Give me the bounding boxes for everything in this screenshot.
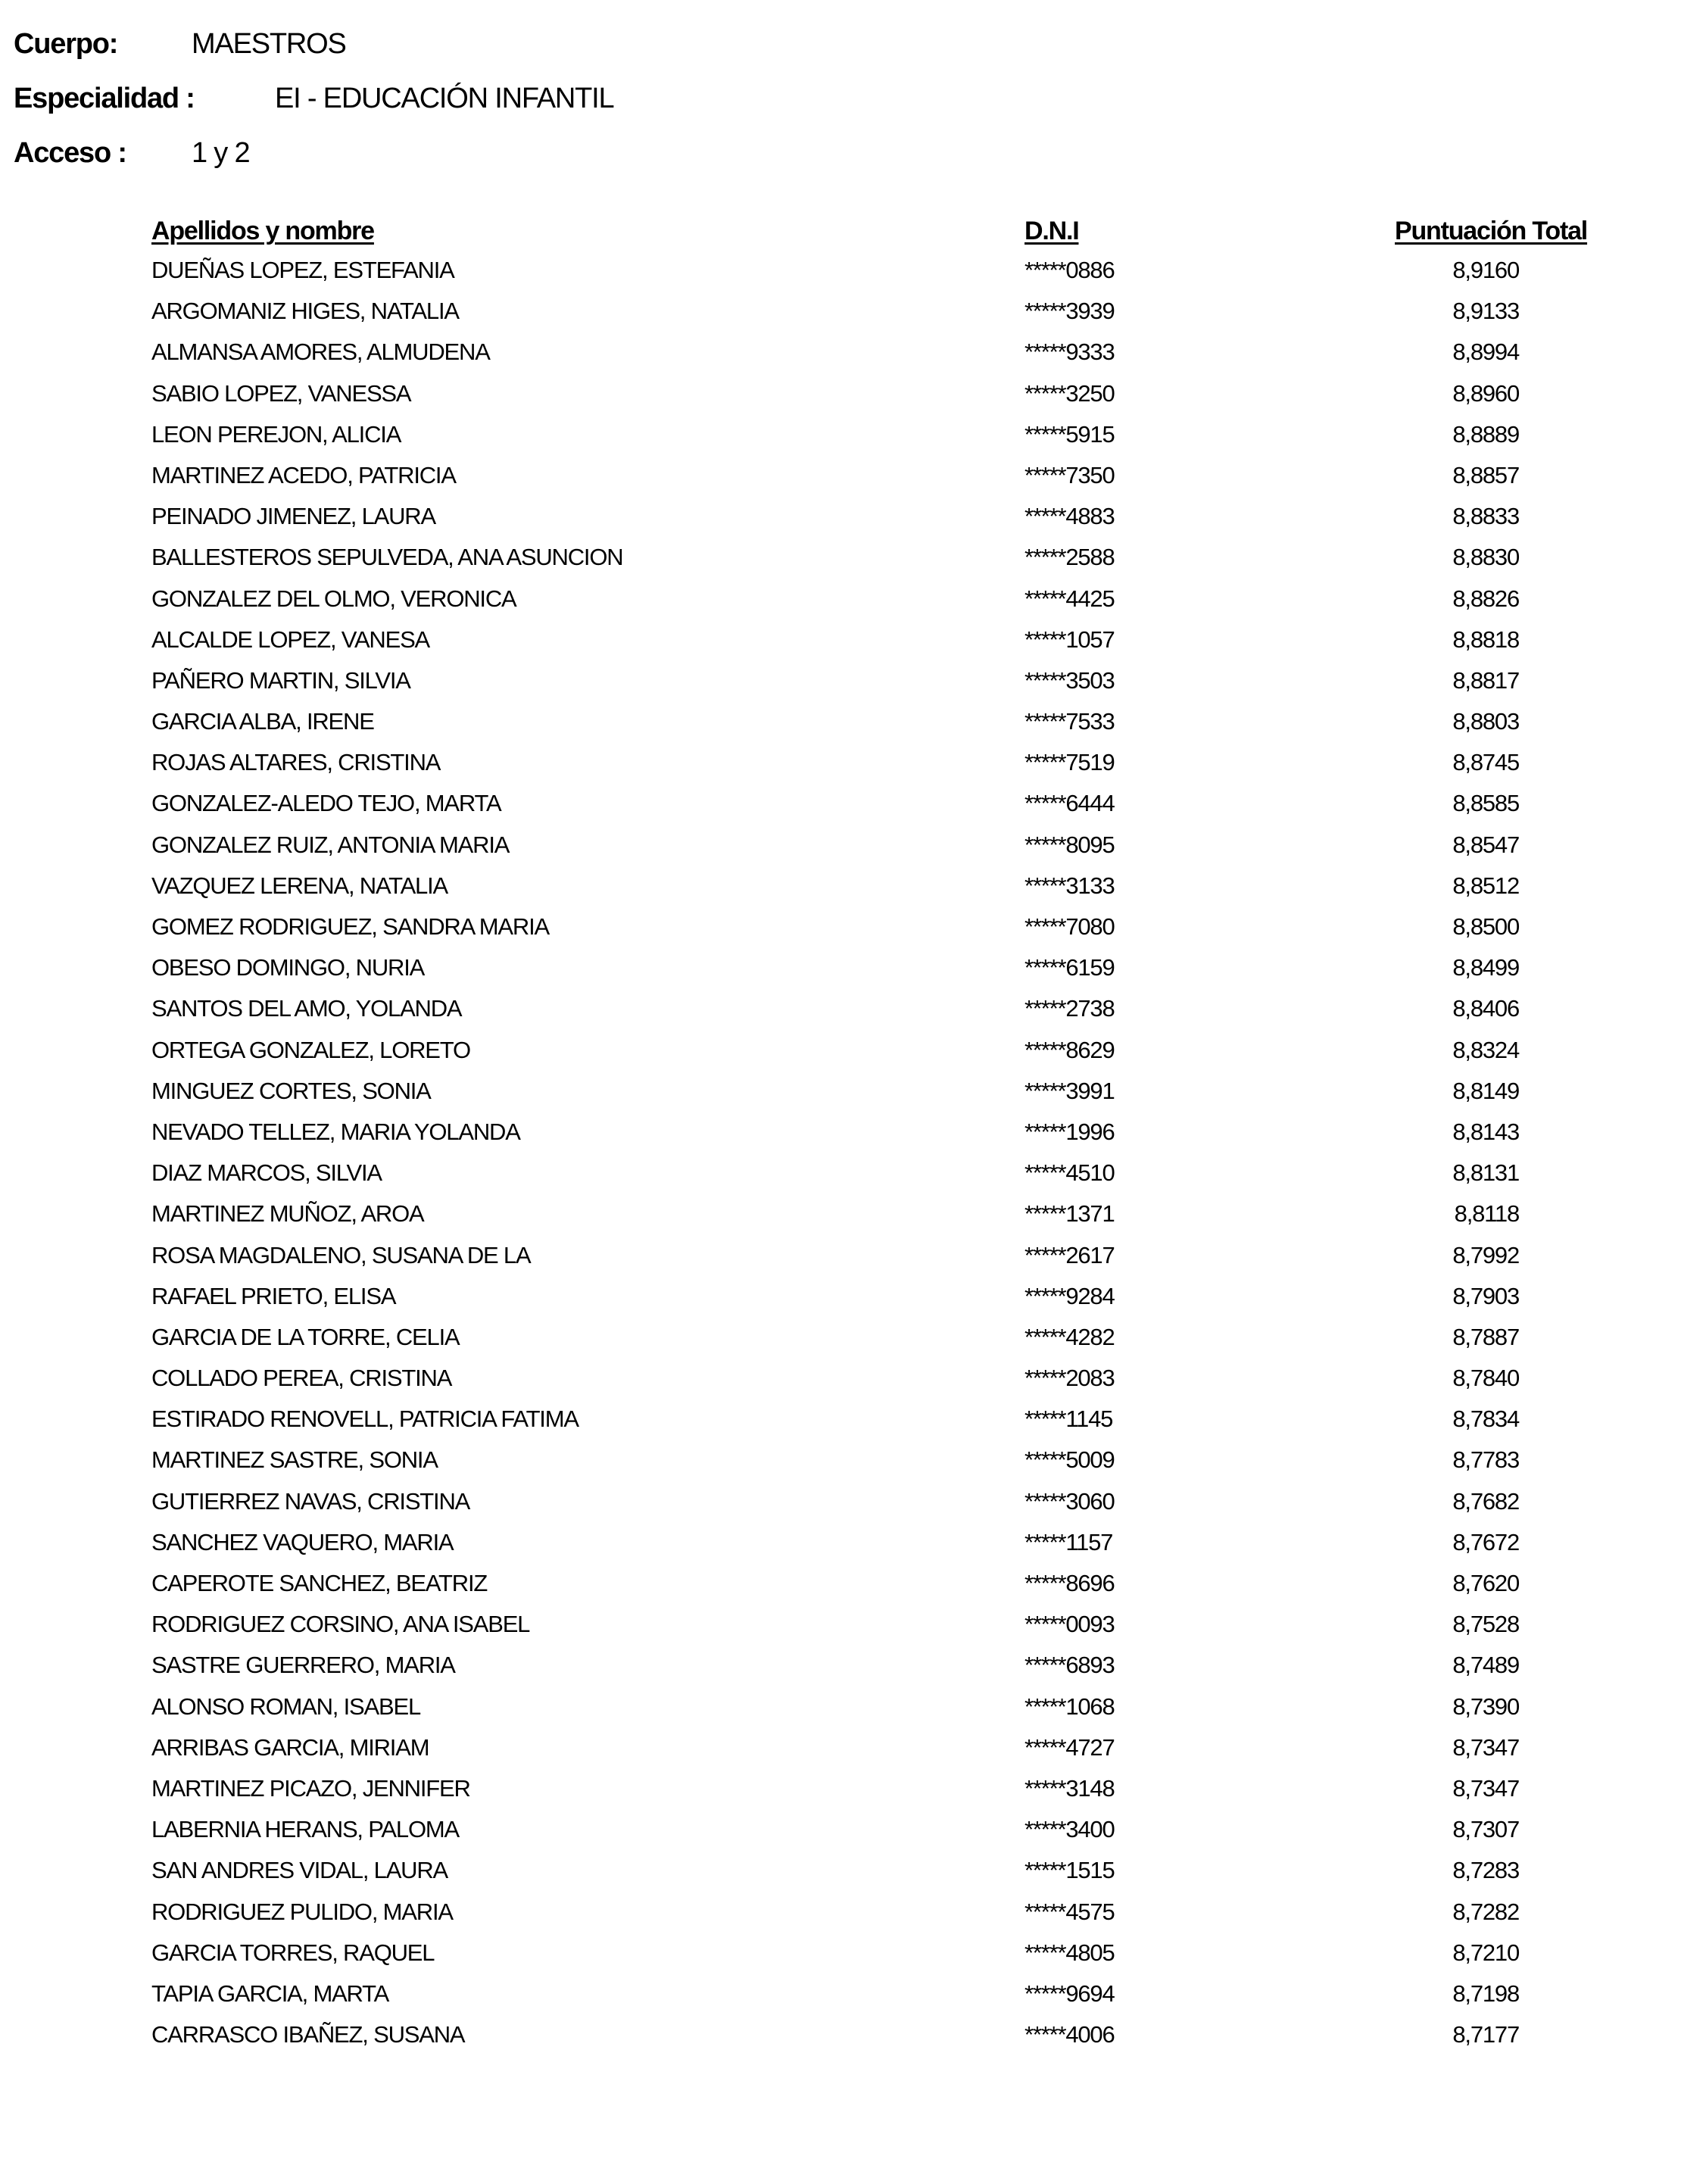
candidate-score: 8,7198 <box>1452 1980 1519 2007</box>
candidate-score: 8,8512 <box>1452 872 1519 899</box>
candidate-dni: *****9284 <box>1025 1282 1115 1309</box>
candidate-name: GONZALEZ DEL OLMO, VERONICA <box>151 585 516 612</box>
candidate-score: 8,7620 <box>1452 1570 1519 1596</box>
candidate-dni: *****3991 <box>1025 1077 1115 1104</box>
candidate-name: LABERNIA HERANS, PALOMA <box>151 1816 459 1843</box>
candidate-name: ORTEGA GONZALEZ, LORETO <box>151 1036 470 1063</box>
table-row <box>0 1816 1681 1857</box>
table-row <box>0 380 1681 421</box>
candidate-dni: *****1145 <box>1025 1406 1113 1433</box>
table-row <box>0 1570 1681 1611</box>
table-row <box>0 1242 1681 1283</box>
candidate-score: 8,8803 <box>1452 708 1519 735</box>
table-row <box>0 1078 1681 1119</box>
column-header-score: Puntuación Total <box>1395 217 1588 245</box>
table-row <box>0 1119 1681 1159</box>
table-row <box>0 1488 1681 1529</box>
candidate-dni: *****2588 <box>1025 544 1115 571</box>
candidate-score: 8,7282 <box>1452 1898 1519 1925</box>
candidate-score: 8,7307 <box>1452 1816 1519 1843</box>
candidate-name: BALLESTEROS SEPULVEDA, ANA ASUNCION <box>151 544 623 571</box>
table-row <box>0 1406 1681 1446</box>
candidate-name: GARCIA TORRES, RAQUEL <box>151 1939 435 1966</box>
table-row <box>0 1775 1681 1816</box>
table-row <box>0 708 1681 749</box>
table-row <box>0 831 1681 872</box>
candidate-score: 8,7840 <box>1452 1365 1519 1392</box>
candidate-score: 8,8324 <box>1452 1036 1519 1063</box>
candidate-dni: *****3400 <box>1025 1816 1115 1843</box>
cuerpo-label: Cuerpo: <box>14 28 118 60</box>
candidate-dni: *****1515 <box>1025 1857 1115 1884</box>
table-row <box>0 1693 1681 1734</box>
candidate-dni: *****7533 <box>1025 708 1115 735</box>
candidate-name: ARGOMANIZ HIGES, NATALIA <box>151 298 459 325</box>
table-row <box>0 1939 1681 1980</box>
candidate-name: SANCHEZ VAQUERO, MARIA <box>151 1528 454 1555</box>
candidate-dni: *****9333 <box>1025 339 1115 366</box>
candidate-name: MARTINEZ MUÑOZ, AROA <box>151 1200 424 1228</box>
candidate-name: RAFAEL PRIETO, ELISA <box>151 1282 396 1309</box>
candidate-dni: *****7350 <box>1025 461 1115 488</box>
candidate-score: 8,8118 <box>1454 1200 1519 1228</box>
candidate-dni: *****2617 <box>1025 1241 1115 1268</box>
candidate-score: 8,8857 <box>1452 461 1519 488</box>
candidate-name: GARCIA ALBA, IRENE <box>151 708 374 735</box>
table-row <box>0 1652 1681 1693</box>
acceso-value: 1 y 2 <box>192 137 250 169</box>
candidate-dni: *****1996 <box>1025 1118 1115 1145</box>
candidate-dni: *****3939 <box>1025 298 1115 325</box>
candidate-name: ROSA MAGDALENO, SUSANA DE LA <box>151 1241 531 1268</box>
candidate-score: 8,8547 <box>1452 831 1519 858</box>
table-row <box>0 667 1681 708</box>
candidate-score: 8,8994 <box>1452 339 1519 366</box>
candidate-dni: *****3250 <box>1025 379 1115 407</box>
candidate-score: 8,7682 <box>1452 1487 1519 1515</box>
candidate-name: ALONSO ROMAN, ISABEL <box>151 1693 420 1720</box>
table-row <box>0 790 1681 831</box>
table-row <box>0 1037 1681 1078</box>
candidate-dni: *****4575 <box>1025 1898 1115 1925</box>
table-row <box>0 544 1681 585</box>
table-row <box>0 1159 1681 1200</box>
candidate-score: 8,7489 <box>1452 1652 1519 1679</box>
candidate-score: 8,7347 <box>1452 1733 1519 1761</box>
candidate-dni: *****6444 <box>1025 790 1115 817</box>
table-row <box>0 1611 1681 1652</box>
candidate-name: RODRIGUEZ CORSINO, ANA ISABEL <box>151 1611 530 1638</box>
table-row <box>0 1899 1681 1939</box>
candidate-name: MARTINEZ SASTRE, SONIA <box>151 1446 438 1474</box>
candidate-name: GONZALEZ-ALEDO TEJO, MARTA <box>151 790 501 817</box>
candidate-name: SASTRE GUERRERO, MARIA <box>151 1652 455 1679</box>
table-row <box>0 339 1681 379</box>
candidate-dni: *****4805 <box>1025 1939 1115 1966</box>
table-row <box>0 1365 1681 1406</box>
candidate-dni: *****8095 <box>1025 831 1115 858</box>
candidate-dni: *****3503 <box>1025 666 1115 694</box>
candidate-score: 8,7177 <box>1452 2021 1519 2048</box>
candidate-score: 8,7783 <box>1452 1446 1519 1474</box>
candidate-score: 8,7347 <box>1452 1774 1519 1802</box>
candidate-name: CARRASCO IBAÑEZ, SUSANA <box>151 2021 465 2048</box>
table-row <box>0 749 1681 790</box>
candidate-score: 8,9160 <box>1452 257 1519 283</box>
table-row <box>0 1980 1681 2021</box>
candidate-score: 8,9133 <box>1452 298 1519 325</box>
candidate-dni: *****1371 <box>1025 1200 1115 1228</box>
candidate-dni: *****8629 <box>1025 1036 1115 1063</box>
candidate-dni: *****4883 <box>1025 503 1115 530</box>
candidate-name: ALMANSA AMORES, ALMUDENA <box>151 339 490 366</box>
candidate-name: NEVADO TELLEZ, MARIA YOLANDA <box>151 1118 520 1145</box>
table-row <box>0 1283 1681 1324</box>
candidate-name: RODRIGUEZ PULIDO, MARIA <box>151 1898 453 1925</box>
candidate-dni: *****4425 <box>1025 585 1115 612</box>
candidate-dni: *****0886 <box>1025 257 1115 283</box>
candidate-dni: *****3133 <box>1025 872 1115 899</box>
candidate-name: PAÑERO MARTIN, SILVIA <box>151 666 410 694</box>
candidate-dni: *****1057 <box>1025 626 1115 653</box>
candidate-score: 8,8826 <box>1452 585 1519 612</box>
candidate-dni: *****1068 <box>1025 1693 1115 1720</box>
table-row <box>0 872 1681 913</box>
candidate-score: 8,7672 <box>1452 1528 1519 1555</box>
candidate-score: 8,8131 <box>1452 1159 1519 1187</box>
candidate-name: TAPIA GARCIA, MARTA <box>151 1980 389 2007</box>
candidate-name: SANTOS DEL AMO, YOLANDA <box>151 995 462 1022</box>
candidate-name: OBESO DOMINGO, NURIA <box>151 954 425 981</box>
candidate-dni: *****4282 <box>1025 1323 1115 1350</box>
candidate-dni: *****6159 <box>1025 954 1115 981</box>
candidate-dni: *****5009 <box>1025 1446 1115 1474</box>
candidate-score: 8,7887 <box>1452 1323 1519 1350</box>
candidate-name: GUTIERREZ NAVAS, CRISTINA <box>151 1487 470 1515</box>
table-row <box>0 462 1681 503</box>
candidate-name: MARTINEZ ACEDO, PATRICIA <box>151 461 456 488</box>
candidate-name: MARTINEZ PICAZO, JENNIFER <box>151 1774 470 1802</box>
candidate-name: COLLADO PEREA, CRISTINA <box>151 1365 452 1392</box>
candidate-score: 8,8830 <box>1452 544 1519 571</box>
table-row <box>0 626 1681 667</box>
candidate-dni: *****4727 <box>1025 1733 1115 1761</box>
candidate-name: ESTIRADO RENOVELL, PATRICIA FATIMA <box>151 1406 579 1433</box>
cuerpo-value: MAESTROS <box>192 28 346 60</box>
table-row <box>0 257 1681 298</box>
candidate-name: CAPEROTE SANCHEZ, BEATRIZ <box>151 1570 488 1596</box>
candidate-score: 8,7834 <box>1452 1406 1519 1433</box>
table-row <box>0 1857 1681 1898</box>
candidate-score: 8,8500 <box>1452 913 1519 940</box>
table-row <box>0 2021 1681 2062</box>
table-row <box>0 1529 1681 1570</box>
candidate-dni: *****5915 <box>1025 420 1115 448</box>
candidate-name: DUEÑAS LOPEZ, ESTEFANIA <box>151 257 454 283</box>
candidate-score: 8,8149 <box>1452 1077 1519 1104</box>
candidate-score: 8,7992 <box>1452 1241 1519 1268</box>
candidate-score: 8,8889 <box>1452 420 1519 448</box>
candidate-score: 8,7528 <box>1452 1611 1519 1638</box>
candidate-dni: *****7519 <box>1025 749 1115 776</box>
candidate-dni: *****8696 <box>1025 1570 1115 1596</box>
column-header-name: Apellidos y nombre <box>151 217 374 245</box>
candidate-score: 8,8833 <box>1452 503 1519 530</box>
candidate-dni: *****7080 <box>1025 913 1115 940</box>
candidate-dni: *****3060 <box>1025 1487 1115 1515</box>
candidate-name: GOMEZ RODRIGUEZ, SANDRA MARIA <box>151 913 549 940</box>
candidate-name: VAZQUEZ LERENA, NATALIA <box>151 872 448 899</box>
candidate-score: 8,7283 <box>1452 1857 1519 1884</box>
candidate-dni: *****2083 <box>1025 1365 1115 1392</box>
candidate-name: LEON PEREJON, ALICIA <box>151 420 401 448</box>
candidate-dni: *****3148 <box>1025 1774 1115 1802</box>
especialidad-value: EI - EDUCACIÓN INFANTIL <box>275 83 614 114</box>
candidate-name: PEINADO JIMENEZ, LAURA <box>151 503 435 530</box>
table-row <box>0 954 1681 995</box>
candidate-dni: *****9694 <box>1025 1980 1115 2007</box>
candidate-name: ROJAS ALTARES, CRISTINA <box>151 749 441 776</box>
results-table <box>0 257 1681 2062</box>
candidate-name: ALCALDE LOPEZ, VANESA <box>151 626 430 653</box>
table-row <box>0 1734 1681 1775</box>
candidate-score: 8,8818 <box>1452 626 1519 653</box>
candidate-score: 8,7903 <box>1452 1282 1519 1309</box>
table-row <box>0 1324 1681 1365</box>
candidate-score: 8,8585 <box>1452 790 1519 817</box>
candidate-dni: *****6893 <box>1025 1652 1115 1679</box>
table-row <box>0 1200 1681 1241</box>
candidate-name: DIAZ MARCOS, SILVIA <box>151 1159 382 1187</box>
candidate-name: SAN ANDRES VIDAL, LAURA <box>151 1857 448 1884</box>
candidate-dni: *****0093 <box>1025 1611 1115 1638</box>
candidate-score: 8,8817 <box>1452 666 1519 694</box>
candidate-score: 8,8745 <box>1452 749 1519 776</box>
candidate-name: GONZALEZ RUIZ, ANTONIA MARIA <box>151 831 510 858</box>
candidate-score: 8,8499 <box>1452 954 1519 981</box>
candidate-score: 8,8960 <box>1452 379 1519 407</box>
candidate-dni: *****4006 <box>1025 2021 1115 2048</box>
acceso-label: Acceso : <box>14 137 126 169</box>
candidate-score: 8,7390 <box>1452 1693 1519 1720</box>
table-row <box>0 421 1681 462</box>
table-row <box>0 1446 1681 1487</box>
table-row <box>0 995 1681 1036</box>
candidate-name: SABIO LOPEZ, VANESSA <box>151 379 411 407</box>
candidate-score: 8,8143 <box>1452 1118 1519 1145</box>
candidate-dni: *****1157 <box>1025 1528 1113 1555</box>
especialidad-label: Especialidad : <box>14 83 195 114</box>
candidate-score: 8,7210 <box>1452 1939 1519 1966</box>
candidate-name: ARRIBAS GARCIA, MIRIAM <box>151 1733 429 1761</box>
table-row <box>0 298 1681 339</box>
candidate-score: 8,8406 <box>1452 995 1519 1022</box>
table-row <box>0 503 1681 544</box>
candidate-dni: *****2738 <box>1025 995 1115 1022</box>
candidate-dni: *****4510 <box>1025 1159 1115 1187</box>
table-row <box>0 913 1681 954</box>
table-row <box>0 585 1681 626</box>
candidate-name: MINGUEZ CORTES, SONIA <box>151 1077 431 1104</box>
column-header-dni: D.N.I <box>1025 217 1079 245</box>
candidate-name: GARCIA DE LA TORRE, CELIA <box>151 1323 460 1350</box>
